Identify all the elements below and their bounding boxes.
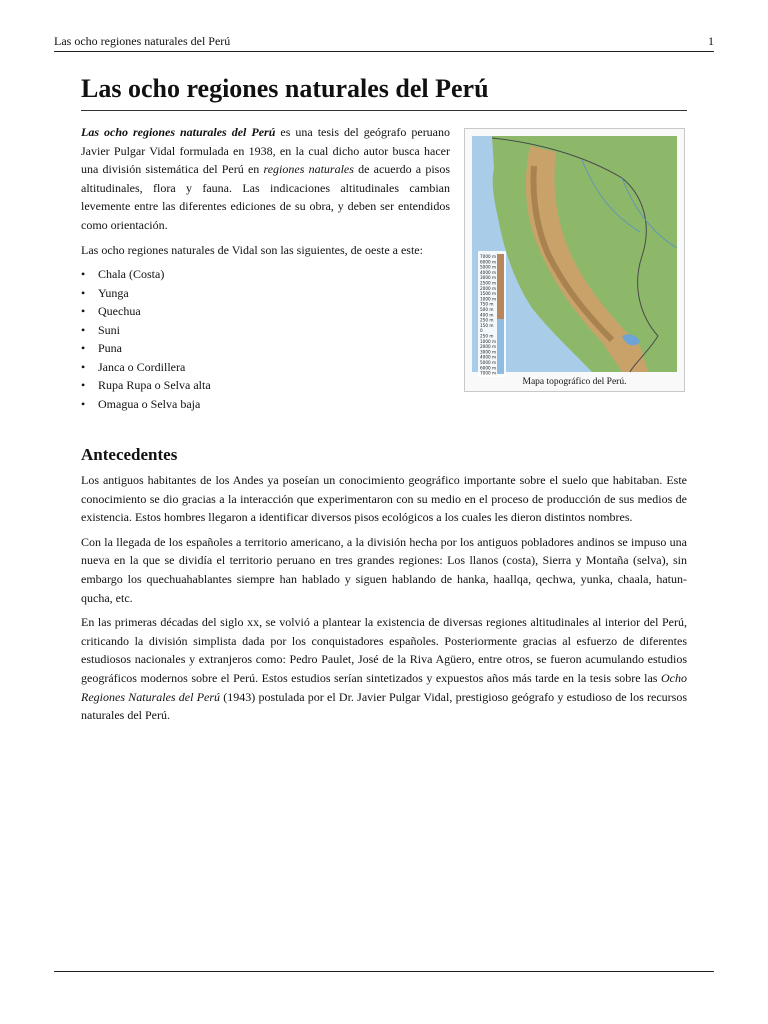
header-rule [54,51,714,52]
legend-label: 1000 m [480,338,497,344]
paragraph-3-start: En las primeras décadas del siglo xx, se volvió a plantear la existencia de diversas regiones altitudinales al interior del Perú, criticando la división simplista dada por los conquistadores españoles. Posteriormente gracias al esfuerzo de diferentes estudiosos nacionales y extranjeros como: Pedro Paulet, José de la Riva Agüero, entre otros, se fueron acumulando estudios geográficos modernos sobre el Perú. Estos estudios serían sintetizados y expuestos años más tarde en la tesis sobre las [81,615,687,685]
section-paragraph-1: Los antiguos habitantes de los Andes ya poseían un conocimiento geográfico importante sobre el suelo que habitaban. Este conocimiento se dio gracias a la interacción que experimentaron con su medio en el proceso de producción de sus medios de existencia. Estos hombres llegaron a identificar diversos pisos ecológicos a los cuales les dieron distintos nombres. [81,473,687,525]
intro-part1: es una tesis del geógrafo peruano Javier Pulgar Vidal formulada en 1938, en la cual dicho autor busca hacer una división sistemática del Perú en [81,125,451,177]
figure-caption: Mapa topográfico del Perú. [522,377,627,387]
list-item: • Puna [81,339,450,358]
legend-label: 400 m [480,312,494,318]
lead-title: Las ocho regiones naturales del Perú [81,125,276,139]
elevation-legend [478,251,506,377]
legend-sea-ramp [497,319,504,374]
list-item: • Suni [81,321,450,340]
article [81,70,687,731]
regions-list [81,265,450,413]
section-heading: Antecedentes [81,445,178,464]
topographic-map-image[interactable] [472,136,677,376]
list-item: • Janca o Cordillera [81,358,450,377]
legend-label: 2000 m [480,285,497,291]
page-number: 1 [708,34,714,48]
book-title: Ocho Regiones Naturales del Perú [81,670,687,704]
legend-label: 150 m [480,322,494,328]
legend-label: 2500 m [480,280,497,286]
footer-rule [54,971,714,972]
legend-label: 5000 m [480,264,497,270]
list-item: • Chala (Costa) [81,265,450,284]
legend-label: 7000 m [480,254,497,259]
legend-label: 4000 m [480,354,497,360]
list-item: • Rupa Rupa o Selva alta [81,376,450,395]
legend-label: 1500 m [480,291,497,297]
legend-label: 750 m [480,301,494,307]
list-intro: Las ocho regiones naturales de Vidal son las siguientes, de oeste a este: [81,242,423,257]
list-item: • Omagua o Selva baja [81,395,450,414]
intro-section [81,123,687,413]
intro-part2: de acuerdo a pisos altitudinales, flora y fauna. Las indicaciones altitudinales cambian levemente entre las diferentes ediciones de su obra, y deben ser entendidos como orientación. [81,162,450,232]
running-header [54,34,714,49]
page-title: Las ocho regiones naturales del Perú [81,70,687,111]
legend-label: 1000 m [480,296,497,302]
legend-label: 3000 m [480,275,497,281]
legend-label: 4000 m [480,269,497,275]
legend-label: 250 m [480,317,494,323]
list-item: • Yunga [81,284,450,303]
regiones-naturales-link[interactable]: regiones naturales [263,162,354,177]
legend-label: 2000 m [480,344,497,350]
legend-label: 7000 m [480,370,497,376]
running-title: Las ocho regiones naturales del Perú [54,34,231,48]
legend-land-ramp [497,254,504,319]
legend-label: 6000 m [480,365,497,371]
section-paragraph-3 [81,613,687,725]
paragraph-3-end: (1943) postulada por el Dr. Javier Pulgar Vidal, prestigioso geógrafo y estudioso de los recursos naturales del Perú. [81,689,687,723]
legend-label: 3000 m [480,349,497,355]
legend-label: 0 [480,328,483,334]
legend-label: 5000 m [480,360,497,365]
section-paragraph-2: Con la llegada de los españoles a territorio americano, a la división hecha por los antiguos pobladores andinos se impuso una nueva en la que se dividía el territorio peruano en tres grandes regiones: Los llanos (costa), Sierra y Montaña (selva), sin embargo los quechuahablantes siempre han hablado y siguen hablando de hanka, haallqa, qechwa, yunka, chaala, hatun-qucha, etc. [81,534,687,605]
list-item: • Quechua [81,302,450,321]
legend-label: 250 m [480,333,494,339]
legend-label: 6000 m [480,259,497,265]
map-figure [464,128,685,392]
intro-text [81,123,450,413]
legend-label: 500 m [480,307,494,312]
intro-paragraph [81,123,450,235]
